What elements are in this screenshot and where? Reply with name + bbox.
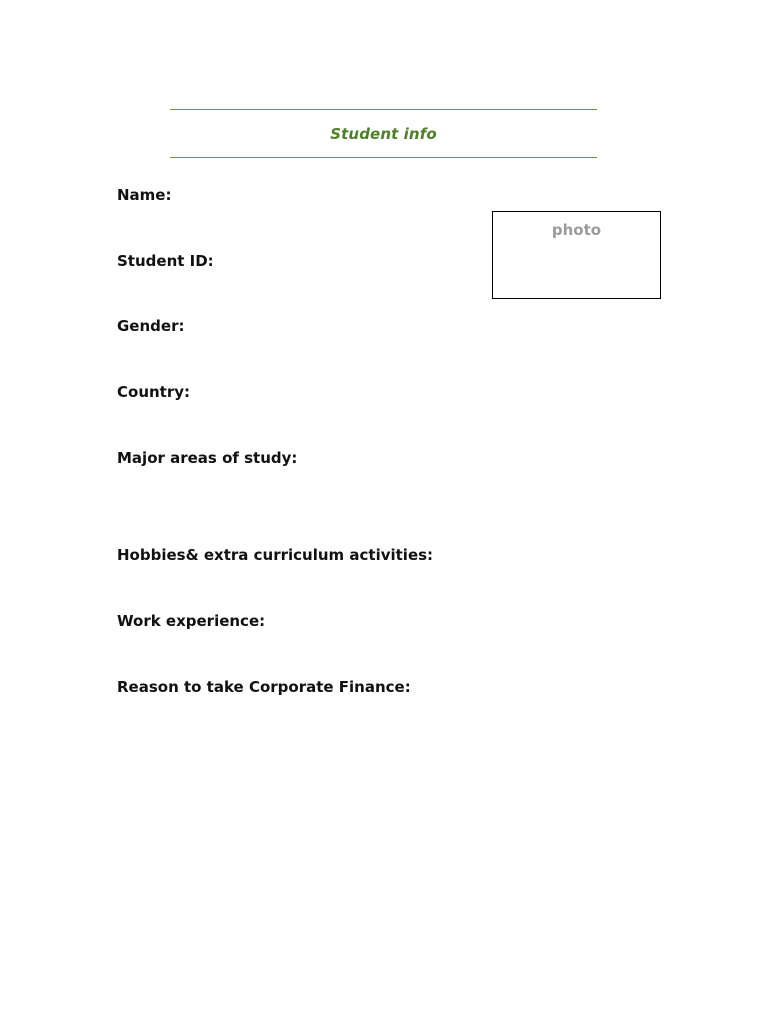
work-experience-label: Work experience:	[117, 612, 266, 630]
hobbies-label: Hobbies& extra curriculum activities:	[117, 546, 434, 564]
gender-label: Gender:	[117, 317, 185, 335]
country-label: Country:	[117, 383, 191, 401]
reason-label: Reason to take Corporate Finance:	[117, 678, 411, 696]
major-areas-label: Major areas of study:	[117, 449, 298, 467]
student-id-label: Student ID:	[117, 252, 214, 270]
name-label: Name:	[117, 186, 172, 204]
photo-label: photo	[551, 221, 602, 239]
title-banner	[170, 109, 597, 158]
page-title: Student info	[330, 124, 437, 143]
photo-placeholder	[492, 211, 661, 299]
